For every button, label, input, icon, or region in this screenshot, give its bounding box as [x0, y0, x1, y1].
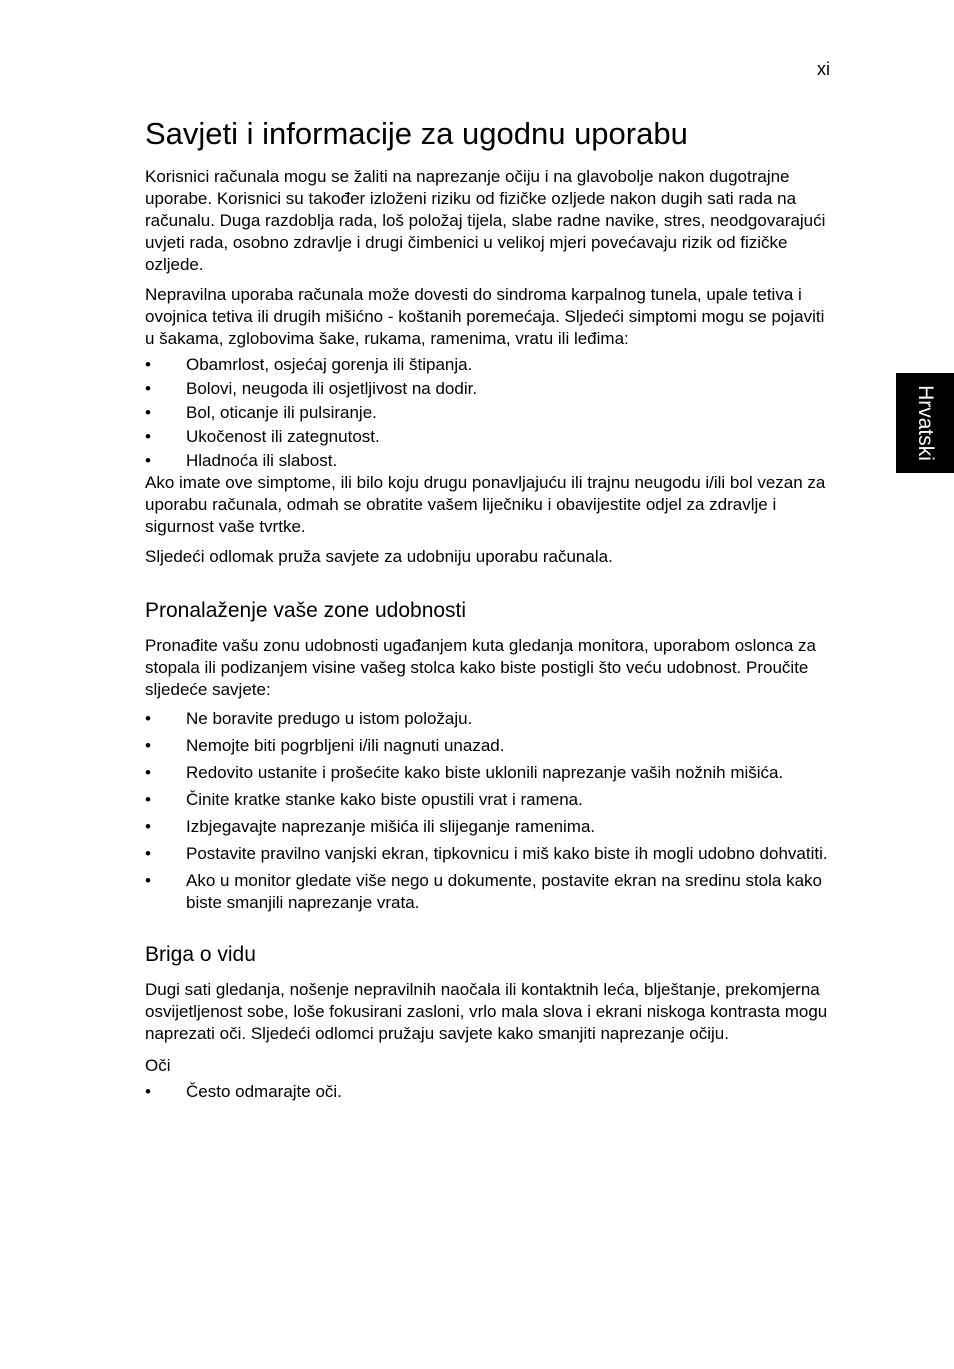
- language-tab-label: Hrvatski: [914, 385, 937, 461]
- list-item: • Hladnoća ili slabost.: [145, 450, 835, 472]
- page-content: [145, 114, 835, 1108]
- vision-heading: Briga o vidu: [145, 943, 256, 966]
- list-item: • Bol, oticanje ili pulsiranje.: [145, 402, 835, 424]
- intro-paragraph-4: Sljedeći odlomak pruža savjete za udobniju uporabu računala.: [145, 547, 613, 566]
- intro-paragraph-1: Korisnici računala mogu se žaliti na naprezanje očiju i na glavobolje nakon dugotrajne uporabe. Korisnici su također izloženi riziku od fizičke ozljede nakon dugih sati rada na računalu. Duga razdoblja rada, loš položaj tijela, slabe radne navike, stres, neodgovarajući uvjeti rada, osobno zdravlje i drugi čimbenici u velikoj mjeri povećavaju rizik od fizičke ozljede.: [145, 167, 826, 274]
- page-title: Savjeti i informacije za ugodnu uporabu: [145, 116, 688, 151]
- list-item: • Bolovi, neugoda ili osjetljivost na dodir.: [145, 378, 835, 400]
- comfort-tips-list: [145, 708, 835, 914]
- eyes-tips-list: [145, 1081, 835, 1103]
- list-item: • Činite kratke stanke kako biste opustili vrat i ramena.: [145, 789, 835, 811]
- language-tab: [896, 373, 954, 473]
- list-item: • Ako u monitor gledate više nego u dokumente, postavite ekran na sredinu stola kako biste smanjili naprezanje vrata.: [145, 870, 835, 914]
- list-item: • Postavite pravilno vanjski ekran, tipkovnicu i miš kako biste ih mogli udobno dohvatiti.: [145, 843, 835, 865]
- list-item: • Ne boravite predugo u istom položaju.: [145, 708, 835, 730]
- comfort-zone-heading: Pronalaženje vaše zone udobnosti: [145, 599, 467, 622]
- vision-paragraph: Dugi sati gledanja, nošenje nepravilnih naočala ili kontaktnih leća, blještanje, prekomjerna osvijetljenost sobe, loše fokusirani zasloni, vrlo mala slova i ekrani niskoga kontrasta mogu naprezati oči. Sljedeći odlomci pružaju savjete kako smanjiti naprezanje očiju.: [145, 980, 828, 1043]
- eyes-label: Oči: [145, 1056, 171, 1075]
- comfort-zone-paragraph: Pronađite vašu zonu udobnosti ugađanjem kuta gledanja monitora, uporabom oslonca za stopala ili podizanjem visine vašeg stolca kako biste postigli što veću udobnost. Proučite sljedeće savjete:: [145, 636, 817, 699]
- list-item: • Izbjegavajte naprezanje mišića ili slijeganje ramenima.: [145, 816, 835, 838]
- list-item: • Nemojte biti pogrbljeni i/ili nagnuti unazad.: [145, 735, 835, 757]
- intro-paragraph-3: Ako imate ove simptome, ili bilo koju drugu ponavljajuću ili trajnu neugodu i/ili bol vezan za uporabu računala, odmah se obratite vašem liječniku i obavijestite odjel za zdravlje i sigurnost vaše tvrtke.: [145, 473, 826, 536]
- list-item: • Obamrlost, osjećaj gorenja ili štipanja.: [145, 354, 835, 376]
- list-item: • Redovito ustanite i prošećite kako biste uklonili naprezanje vaših nožnih mišića.: [145, 762, 835, 784]
- page-number: xi: [817, 59, 830, 79]
- list-item: • Ukočenost ili zategnutost.: [145, 426, 835, 448]
- intro-paragraph-2: Nepravilna uporaba računala može dovesti do sindroma karpalnog tunela, upale tetiva i ovojnica tetiva ili drugih mišićno - koštanih poremećaja. Sljedeći simptomi mogu se pojaviti u šakama, zglobovima šake, rukama, ramenima, vratu ili leđima:: [145, 285, 825, 348]
- list-item: • Često odmarajte oči.: [145, 1081, 835, 1103]
- symptoms-list: [145, 354, 835, 472]
